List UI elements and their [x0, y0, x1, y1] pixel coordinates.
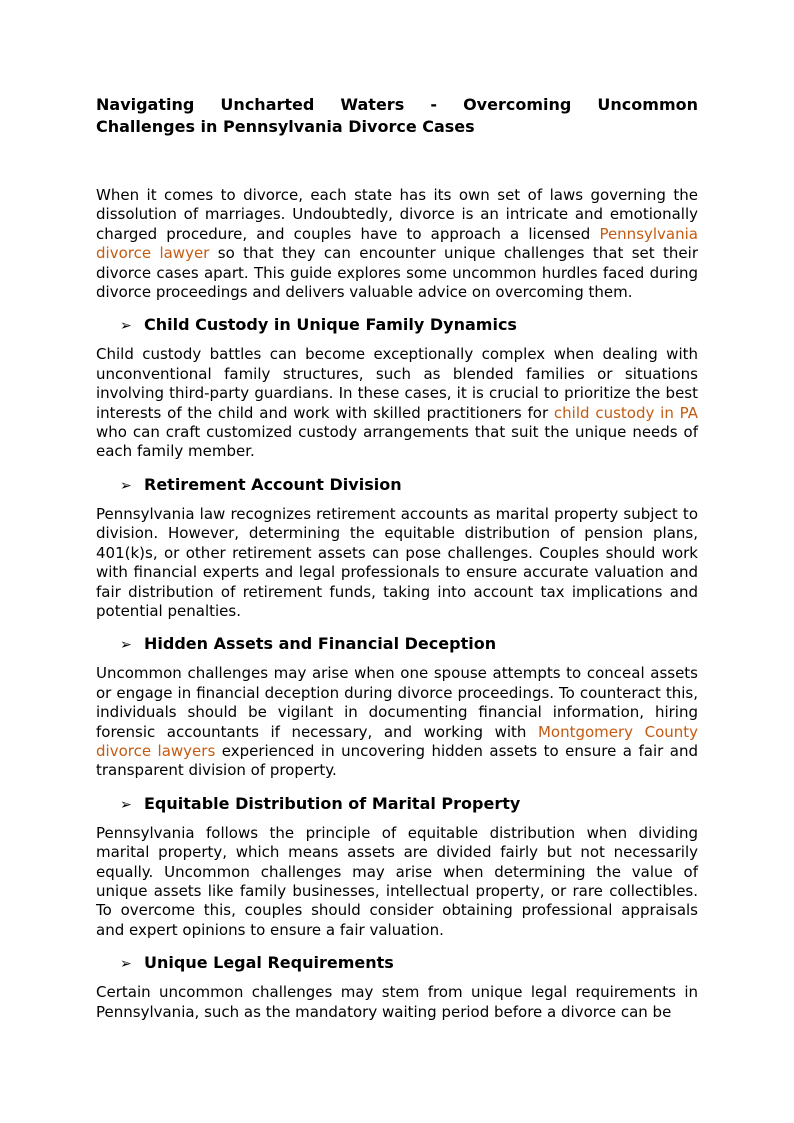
section-text-start: Child custody battles can become exceptionally complex when dealing with unconventional family structures, such as blended families or situations involving third-party guardians. In these cases, it is crucial to prioritize the best interests of the child and work with skilled practitioners for [96, 345, 698, 422]
intro-text-end: so that they can encounter unique challenges that set their divorce cases apart. This guide explores some uncommon hurdles faced during divorce proceedings and delivers valuable advice on overcoming them. [96, 244, 698, 302]
arrowhead-bullet-icon: ➢ [120, 796, 132, 813]
section-text-start: Uncommon challenges may arise when one spouse attempts to conceal assets or engage in financial deception during divorce proceedings. To counteract this, individuals should be vigilant in documenting financial information, hiring forensic accountants if necessary, and working with [96, 664, 698, 741]
arrowhead-bullet-icon: ➢ [120, 477, 132, 494]
section-heading-text: Retirement Account Division [144, 474, 402, 494]
arrowhead-bullet-icon: ➢ [120, 637, 132, 654]
section-paragraph-child-custody [96, 345, 698, 461]
pennsylvania-divorce-lawyer-link[interactable]: Pennsylvania divorce lawyer [96, 224, 698, 263]
section-paragraph-equitable-distribution: Pennsylvania follows the principle of equitable distribution when dividing marital property, which means assets are divided fairly but not necessarily equally. Uncommon challenges may arise when determining the value of unique assets like family businesses, intellectual property, or rare collectibles. To overcome this, couples should consider obtaining professional appraisals and expert opinions to ensure a fair valuation. [96, 823, 698, 939]
section-text-end: who can craft customized custody arrangements that suit the unique needs of each family member. [96, 423, 698, 461]
section-heading-child-custody [120, 314, 698, 337]
document-page [96, 94, 698, 1030]
intro-text-start: When it comes to divorce, each state has its own set of laws governing the dissolution of marriages. Undoubtedly, divorce is an intricate and emotionally charged procedure, and couples have to approach a licensed [96, 186, 698, 243]
section-paragraph-retirement-account: Pennsylvania law recognizes retirement accounts as marital property subject to division. However, determining the equitable distribution of pension plans, 401(k)s, or other retirement assets can pose challenges. Couples should work with financial experts and legal professionals to ensure accurate valuation and fair distribution of retirement funds, taking into account tax implications and potential penalties. [96, 504, 698, 620]
section-heading-text: Child Custody in Unique Family Dynamics [144, 315, 517, 335]
section-heading-retirement-account [120, 474, 698, 497]
arrowhead-bullet-icon: ➢ [120, 956, 132, 973]
section-heading-hidden-assets [120, 633, 698, 656]
section-paragraph-unique-legal-requirements: Certain uncommon challenges may stem from unique legal requirements in Pennsylvania, such as the mandatory waiting period before a divorce can be [96, 983, 698, 1021]
arrowhead-bullet-icon: ➢ [120, 318, 132, 335]
montgomery-county-divorce-lawyers-link[interactable]: Montgomery County divorce lawyers [96, 722, 699, 760]
document-title: Navigating Uncharted Waters - Overcoming Uncommon Challenges in Pennsylvania Divorce Cases [96, 95, 698, 136]
section-heading-text: Unique Legal Requirements [144, 953, 394, 973]
child-custody-in-pa-link[interactable]: child custody in PA [553, 403, 698, 422]
section-paragraph-hidden-assets [96, 664, 698, 780]
section-heading-text: Hidden Assets and Financial Deception [144, 634, 497, 654]
intro-paragraph [96, 186, 698, 302]
section-heading-text: Equitable Distribution of Marital Property [144, 793, 521, 813]
section-heading-equitable-distribution [120, 793, 698, 816]
section-heading-unique-legal-requirements [120, 952, 698, 975]
section-text-end: experienced in uncovering hidden assets to ensure a fair and transparent division of property. [96, 741, 698, 780]
